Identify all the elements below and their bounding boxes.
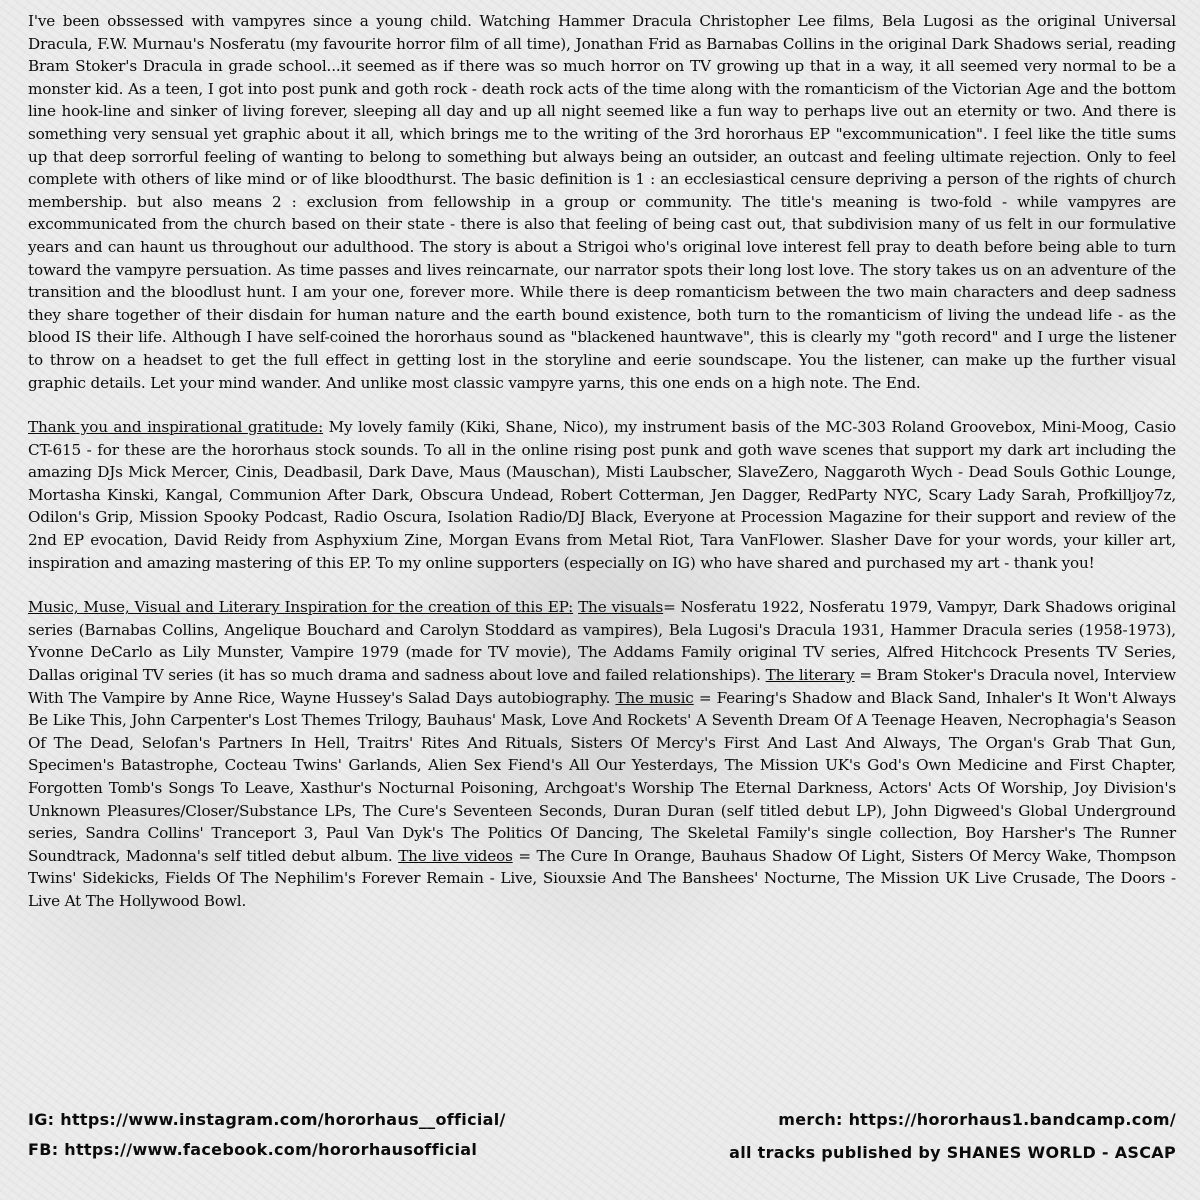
- story-paragraph: I've been obssessed with vampyres since a young child. Watching Hammer Dracula Christopher Lee films, Bela Lugosi as the original Universal Dracula, F.W. Murnau's Nosferatu (my favourite horror film of all time), Jonathan Frid as Barnabas Collins in the original Dark Shadows serial, reading Bram Stoker's Dracula in grade school...it seemed as if there was so much horror on TV growing up that in a way, it all seemed very normal to be a monster kid. As a teen, I got into post punk and goth rock - death rock acts of the time along with the romanticism of the Victorian Age and the bottom line hook-line and sinker of living forever, sleeping all day and up all night seemed like a fun way to perhaps live out an eternity or two. And there is something very sensual yet graphic about it all, which brings me to the writing of the 3rd hororhaus EP "excommunication". I feel like the title sums up that deep sorrorful feeling of wanting to belong to something but always being an outsider, an outcast and feeling ultimate rejection. Only to feel complete with others of like mind or of like bloodthurst. The basic definition is 1 : an ecclesiastical censure depriving a person of the rights of church membership. but also means 2 : exclusion from fellowship in a group or community. The title's meaning is two-fold - while vampyres are excommunicated from the church based on their state - there is also that feeling of being cast out, that subdivision many of us felt in our formulative years and can haunt us throughout our adulthood. The story is about a Strigoi who's original love interest fell pray to death before being able to turn toward the vampyre persuation. As time passes and lives reincarnate, our narrator spots their long lost love. The story takes us on an adventure of the transition and the bloodlust hunt. I am your one, forever more. While there is deep romanticism between the two main characters and deep sadness they share together of their disdain for human nature and the earth bound existence, both turn to the romanticism of living the undead life - as the blood IS their life. Although I have self-coined the hororhaus sound as "blackened hauntwave", this is clearly my "goth record" and I urge the listener to throw on a headset to get the full effect in getting lost in the storyline and eerie soundscape. You the listener, can make up the further visual graphic details. Let your mind wander. And unlike most classic vampyre yarns, this one ends on a high note. The End.: [28, 12, 1176, 392]
- literary-label: The literary: [765, 666, 855, 685]
- thanks-heading: Thank you and inspirational gratitude:: [28, 418, 324, 437]
- footer-links: [28, 1110, 1176, 1190]
- music-text: = Fearing's Shadow and Black Sand, Inhaler's It Won't Always Be Like This, John Carpenter's Lost Themes Trilogy, Bauhaus' Mask, Love And Rockets' A Seventh Dream Of A Teenage Heaven, Necrophagia's Season Of The Dead, Selofan's Partners In Hell, Traitrs' Rites And Rituals, Sisters Of Mercy's First And Last And Always, The Organ's Grab That Gun, Specimen's Batastrophe, Cocteau Twins' Garlands, Alien Sex Fiend's All Our Yesterdays, The Mission UK's God's Own Medicine and First Chapter, Forgotten Tomb's Songs To Leave, Xasthur's Nocturnal Poisoning, Archgoat's Worship The Eternal Darkness, Actors' Acts Of Worship, Joy Division's Unknown Pleasures/Closer/Substance LPs, The Cure's Seventeen Seconds, Duran Duran (self titled debut LP), John Digweed's Global Underground series, Sandra Collins' Tranceport 3, Paul Van Dyk's The Politics Of Dancing, The Skeletal Family's single collection, Boy Harsher's The Runner Soundtrack, Madonna's self titled debut album.: [28, 688, 1176, 865]
- live-videos-text: = The Cure In Orange, Bauhaus Shadow Of Light, Sisters Of Mercy Wake, Thompson Twins' Sidekicks, Fields Of The Nephilim's Forever Remain - Live, Siouxsie And The Banshees' Nocturne, The Mission UK Live Crusade, The Doors - Live At The Hollywood Bowl.: [28, 846, 1176, 910]
- thanks-paragraph: [28, 416, 1176, 574]
- inspiration-paragraph: [28, 596, 1176, 912]
- instagram-link[interactable]: IG: https://www.instagram.com/hororhaus__official/: [28, 1110, 506, 1129]
- visuals-label: The visuals: [578, 598, 664, 617]
- music-label: The music: [615, 688, 694, 707]
- inspiration-heading: Music, Muse, Visual and Literary Inspiration for the creation of this EP:: [28, 598, 574, 617]
- visuals-text: = Nosferatu 1922, Nosferatu 1979, Vampyr, Dark Shadows original series (Barnabas Collins, Angelique Bouchard and Carolyn Stoddard as vampires), Bela Lugosi's Dracula 1931, Hammer Dracula series (1958-1973), Yvonne DeCarlo as Lily Munster, Vampire 1979 (made for TV movie), The Addams Family original TV series, Alfred Hitchcock Presents TV Series, Dallas original TV series (it has so much drama and sadness about love and failed relationships).: [28, 598, 1176, 685]
- literary-text: = Bram Stoker's Dracula novel, Interview With The Vampire by Anne Rice, Wayne Hussey's Salad Days autobiography.: [28, 666, 1176, 707]
- thanks-text: My lovely family (Kiki, Shane, Nico), my instrument basis of the MC-303 Roland Groovebox, Mini-Moog, Casio CT-615 - for these are the hororhaus stock sounds. To all in the online rising post punk and goth wave scenes that support my dark art including the amazing DJs Mick Mercer, Cinis, Deadbasil, Dark Dave, Maus (Mauschan), Misti Laubscher, SlaveZero, Naggaroth Wych - Dead Souls Gothic Lounge, Mortasha Kinski, Kangal, Communion After Dark, Obscura Undead, Robert Cotterman, Jen Dagger, RedParty NYC, Scary Lady Sarah, Profkilljoy7z, Odilon's Grip, Mission Spooky Podcast, Radio Oscura, Isolation Radio/DJ Black, Everyone at Procession Magazine for their support and review of the 2nd EP evocation, David Reidy from Asphyxium Zine, Morgan Evans from Metal Riot, Tara VanFlower. Slasher Dave for your words, your killer art, inspiration and amazing mastering of this EP. To my online supporters (especially on IG) who have shared and purchased my art - thank you!: [28, 418, 1176, 572]
- live-videos-label: The live videos: [398, 846, 513, 865]
- facebook-link[interactable]: FB: https://www.facebook.com/hororhausofficial: [28, 1140, 478, 1159]
- publisher-credit: all tracks published by SHANES WORLD - ASCAP: [729, 1143, 1176, 1162]
- liner-notes: [28, 10, 1176, 913]
- merch-link[interactable]: merch: https://hororhaus1.bandcamp.com/: [778, 1110, 1176, 1129]
